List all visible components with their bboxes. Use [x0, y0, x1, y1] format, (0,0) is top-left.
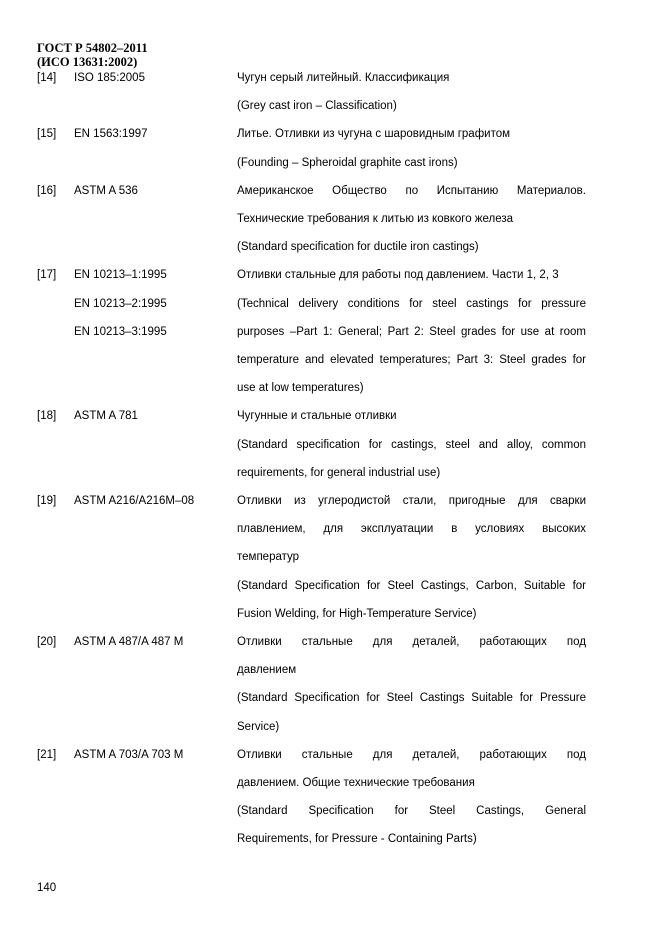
reference-title [237, 487, 586, 628]
title-line: temperature and elevated temperatures; Part 3: Steel grades for [237, 354, 586, 367]
title-line: Отливки стальные для деталей, работающих под [237, 636, 586, 649]
title-line: плавлением, для эксплуатации в условиях высоких [237, 523, 586, 536]
reference-codes [74, 64, 229, 92]
reference-title [237, 628, 586, 741]
bibliography-list [0, 64, 661, 854]
title-line: Американское Общество по Испытанию Материалов. [237, 184, 586, 197]
reference-entry [0, 628, 661, 741]
title-line: (Standard Specification for Steel Castings Suitable for Pressure [237, 692, 586, 705]
title-line: (Technical delivery conditions for steel castings for pressure [237, 297, 586, 310]
reference-title [237, 261, 586, 402]
title-line: давлением [237, 664, 297, 677]
reference-number: [14] [37, 72, 57, 84]
title-line: purposes –Part 1: General; Part 2: Steel grades for use at room [237, 325, 586, 338]
reference-number: [21] [37, 748, 57, 761]
title-line: use at low temperatures) [237, 382, 364, 395]
standard-code: ASTM A216/A216M–08 [74, 495, 195, 508]
reference-number: [15] [37, 128, 57, 141]
title-line: Service) [237, 720, 280, 733]
standard-code: EN 10213–2:1995 [74, 297, 167, 310]
title-line: Отливки из углеродистой стали, пригодные для сварки [237, 495, 586, 508]
reference-entry [0, 64, 661, 120]
title-line: (Standard specification for ductile iron castings) [237, 241, 479, 254]
reference-title [237, 402, 586, 487]
reference-number: [19] [37, 495, 57, 508]
reference-entry [0, 402, 661, 487]
title-line: Отливки стальные для работы под давлением. Части 1, 2, 3 [237, 269, 559, 282]
reference-codes [74, 120, 229, 148]
title-line: Технические требования к литью из ковкого железа [237, 213, 514, 226]
title-line: давлением. Общие технические требования [237, 777, 475, 790]
reference-entry [0, 177, 661, 262]
title-line: (Grey cast iron – Classification) [237, 100, 397, 113]
reference-number: [16] [37, 184, 57, 197]
reference-entry [0, 261, 661, 402]
reference-title [237, 64, 586, 120]
standard-code: EN 10213–3:1995 [74, 325, 167, 338]
reference-number: [20] [37, 636, 57, 649]
reference-entry [0, 487, 661, 628]
standard-code: ASTM A 487/A 487 M [74, 636, 184, 649]
reference-title [237, 177, 586, 262]
reference-title [237, 120, 586, 176]
title-line: Fusion Welding, for High-Temperature Service) [237, 607, 477, 620]
title-line: Requirements, for Pressure - Containing Parts) [237, 833, 477, 846]
title-line: (Standard Specification for Steel Castings, General [237, 805, 586, 818]
title-line: (Standard specification for castings, steel and alloy, common [237, 438, 586, 451]
reference-entry [0, 120, 661, 176]
reference-number: [18] [37, 410, 57, 423]
reference-codes [74, 177, 229, 205]
reference-codes [74, 261, 229, 346]
title-line: Литье. Отливки из чугуна с шаровидным графитом [237, 128, 511, 141]
standard-code: EN 10213–1:1995 [74, 269, 167, 282]
reference-codes [74, 741, 229, 769]
standard-code: ASTM A 781 [74, 410, 138, 423]
standard-code: ASTM A 703/A 703 M [74, 748, 184, 761]
reference-codes [74, 402, 229, 430]
reference-codes [74, 628, 229, 656]
standard-code: EN 1563:1997 [74, 128, 148, 141]
title-line: Отливки стальные для деталей, работающих под [237, 748, 586, 761]
title-line: (Founding – Spheroidal graphite cast irons) [237, 156, 458, 169]
standard-code: ISO 185:2005 [74, 72, 145, 84]
standard-code: ASTM A 536 [74, 184, 138, 197]
title-line: (Standard Specification for Steel Castings, Carbon, Suitable for [237, 579, 586, 592]
standard-designation: ГОСТ Р 54802–2011 [37, 41, 148, 55]
page-number: 140 [37, 882, 57, 894]
iso-equivalent: (ИСО 13631:2002) [37, 55, 138, 69]
reference-title [237, 741, 586, 854]
reference-codes [74, 487, 229, 515]
title-line: температур [237, 551, 300, 564]
title-line: Чугун серый литейный. Классификация [237, 72, 450, 84]
reference-entry [0, 741, 661, 854]
reference-number: [17] [37, 269, 57, 282]
title-line: requirements, for general industrial use) [237, 466, 441, 479]
title-line: Чугунные и стальные отливки [237, 410, 397, 423]
